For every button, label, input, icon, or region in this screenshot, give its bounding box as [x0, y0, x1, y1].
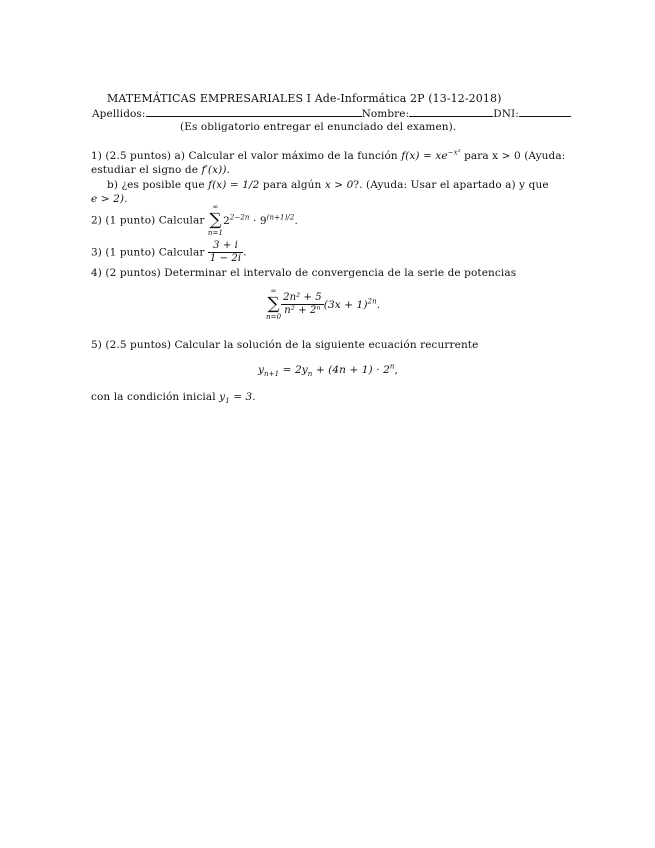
initial-condition-text: con la condición inicial	[91, 391, 220, 403]
problem-1-hint: (Ayuda:	[520, 150, 566, 162]
problem-3	[91, 240, 247, 265]
dni-label: DNI:	[493, 108, 519, 120]
dni-blank[interactable]	[519, 107, 571, 117]
derivative-expression: f′(x)).	[201, 164, 230, 176]
problem-1b-end: ?. (Ayuda: Usar el apartado a) y que	[353, 179, 549, 191]
nombre-label: Nombre:	[361, 108, 410, 120]
problem-5-text: 5) (2.5 puntos) Calcular la solución de la siguiente ecuación recurrente	[91, 339, 479, 351]
initial-condition	[91, 391, 256, 406]
problem-1-line-2	[91, 164, 230, 176]
problem-3-end: .	[243, 246, 247, 259]
complex-fraction: $\frac{3 + i}{1 - 2i}$	[209, 240, 242, 264]
series-factor: $(3x + 1)^{2n}$.	[323, 297, 381, 311]
function-expression: $f(x) = xe^{-x^2}$	[401, 148, 461, 162]
apellidos-label: Apellidos:	[92, 108, 146, 120]
summation-symbol-2: ∞ ∑ n=0	[266, 287, 282, 321]
series-coefficient: $\frac{\text{2n² + 5}}{\text{n² + 2ⁿ}}$	[283, 292, 322, 316]
problem-1b-inequality: x > 0	[324, 179, 354, 191]
problem-1-line-1	[91, 150, 565, 162]
nombre-blank[interactable]	[409, 107, 493, 117]
problem-2	[91, 203, 298, 238]
exam-title: MATEMÁTICAS EMPRESARIALES I Ade-Informática 2P (13-12-2018)	[107, 92, 502, 105]
problem-1-intro: 1) (2.5 puntos) a) Calcular el valor máximo de la función	[91, 150, 398, 162]
problem-1b-line-2: e > 2).	[91, 193, 128, 205]
initial-condition-math: $y_1 = 3$.	[219, 391, 256, 406]
problem-1-line-2-text: estudiar el signo de	[91, 164, 202, 176]
problem-4-text: 4) (2 puntos) Determinar el intervalo de convergencia de la serie de potencias	[91, 267, 517, 279]
exam-note: (Es obligatorio entregar el enunciado del examen).	[180, 121, 457, 133]
apellidos-blank[interactable]	[146, 107, 362, 117]
problem-1-condition: para x > 0	[460, 150, 521, 162]
problem-1b-mid: para algún	[259, 179, 325, 191]
summation-symbol: ∞ ∑ n=1	[207, 203, 224, 237]
name-fields-row	[92, 107, 571, 120]
problem-2-text: 2) (1 punto) Calcular	[91, 214, 208, 227]
problem-1b-text: b) ¿es posible que	[107, 179, 209, 191]
problem-2-term: $2^{2-2n} \cdot 9^{(n+1)/2}$.	[223, 213, 298, 227]
problem-3-text: 3) (1 punto) Calcular	[91, 246, 208, 259]
recurrence-equation: $y_{n+1} = 2y_n + (4n + 1) \cdot 2^n$,	[258, 362, 398, 379]
problem-1b-equation: f(x) = 1/2	[208, 179, 260, 191]
power-series	[266, 287, 380, 322]
problem-1b-line-1	[107, 179, 549, 191]
